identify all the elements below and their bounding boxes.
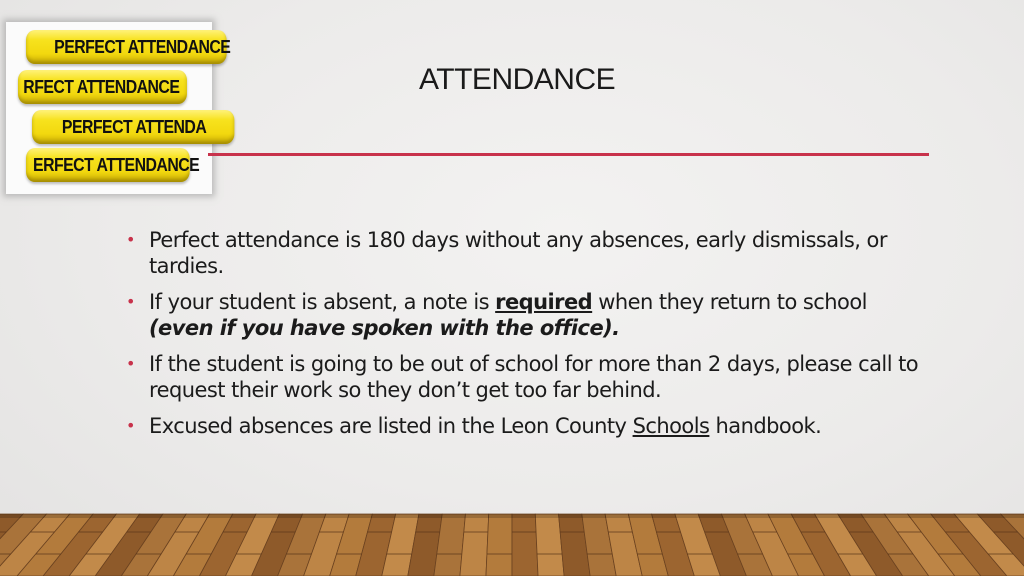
bullet-list bbox=[126, 227, 926, 449]
floor-plank bbox=[460, 514, 489, 576]
title-divider-line bbox=[208, 153, 929, 156]
bullet-icon: • bbox=[126, 354, 135, 373]
floor-plank bbox=[512, 514, 538, 576]
bullet-item-excused-absences: • Excused absences are listed in the Leon County Schools handbook. bbox=[126, 414, 822, 438]
bullet-item-perfect-attendance: • Perfect attendance is 180 days without any absences, early dismissals, or tardies. bbox=[126, 228, 887, 278]
office-emphasis: (even if you have spoken with the office). bbox=[149, 316, 620, 340]
wristband-4: ERFECT ATTENDANCE bbox=[26, 148, 190, 182]
wristband-3: PERFECT ATTENDA bbox=[32, 110, 234, 144]
schools-underlined: Schools bbox=[632, 414, 710, 438]
bullet-icon: • bbox=[126, 230, 135, 249]
floor-plank bbox=[486, 514, 512, 576]
wood-floor-decoration bbox=[0, 514, 1024, 576]
bullet-icon: • bbox=[126, 416, 135, 435]
floor-edge-shadow bbox=[0, 514, 1024, 518]
required-emphasis: required bbox=[495, 290, 593, 314]
wood-planks bbox=[0, 514, 1024, 576]
slide-title: ATTENDANCE bbox=[419, 63, 616, 96]
bullet-icon: • bbox=[126, 292, 135, 311]
wristband-2: RFECT ATTENDANCE bbox=[18, 70, 187, 104]
bullet-item-extended-absence: • If the student is going to be out of school for more than 2 days, please call to request their work so they don’t get too far behind. bbox=[126, 352, 919, 402]
bullet-item-absence-note: • If your student is absent, a note is required when they return to school (even if you have spoken with the office). bbox=[126, 290, 867, 340]
perfect-attendance-wristbands-photo bbox=[6, 22, 231, 194]
wristband-1: PERFECT ATTENDANCE bbox=[26, 30, 227, 64]
